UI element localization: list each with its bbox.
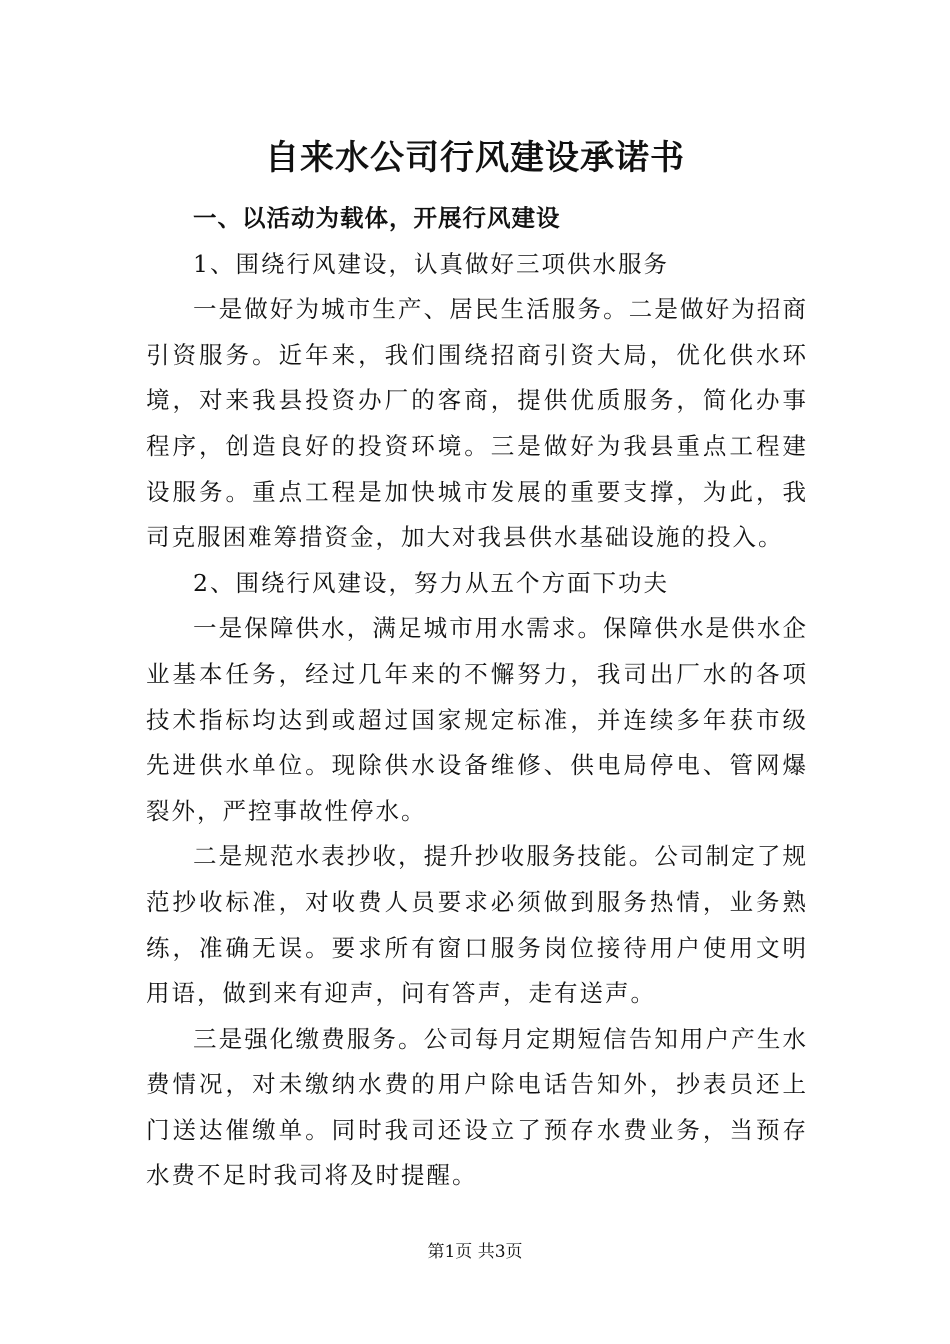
body-paragraph: 一是保障供水，满足城市用水需求。保障供水是供水企业基本任务，经过几年来的不懈努力，我司出厂水的各项技术指标均达到或超过国家规定标准，并连续多年获市级先进供水单位。现除供水设备维修、供电局停电、管网爆裂外，严控事故性停水。 (146, 614, 808, 825)
subsection-heading: 2、围绕行风建设，努力从五个方面下功夫 (193, 568, 669, 597)
body-paragraph: 二是规范水表抄收，提升抄收服务技能。公司制定了规范抄收标准，对收费人员要求必须做到服务热情，业务熟练，准确无误。要求所有窗口服务岗位接待用户使用文明用语，做到来有迎声，问有答声，走有送声。 (146, 842, 808, 1008)
section-heading: 一、以活动为载体，开展行风建设 (193, 204, 561, 232)
page-number-footer: 第1页 共3页 (427, 1242, 523, 1262)
document-body (146, 196, 808, 1199)
subsection-heading: 1、围绕行风建设，认真做好三项供水服务 (193, 249, 669, 278)
body-paragraph: 一是做好为城市生产、居民生活服务。二是做好为招商引资服务。近年来，我们围绕招商引资大局，优化供水环境，对来我县投资办厂的客商，提供优质服务，简化办事程序，创造良好的投资环境。三是做好为我县重点工程建设服务。重点工程是加快城市发展的重要支撑，为此，我司克服困难筹措资金，加大对我县供水基础设施的投入。 (146, 295, 808, 552)
body-paragraph: 三是强化缴费服务。公司每月定期短信告知用户产生水费情况，对未缴纳水费的用户除电话告知外，抄表员还上门送达催缴单。同时我司还设立了预存水费业务，当预存水费不足时我司将及时提醒。 (146, 1024, 808, 1190)
document-title: 自来水公司行风建设承诺书 (265, 138, 685, 178)
